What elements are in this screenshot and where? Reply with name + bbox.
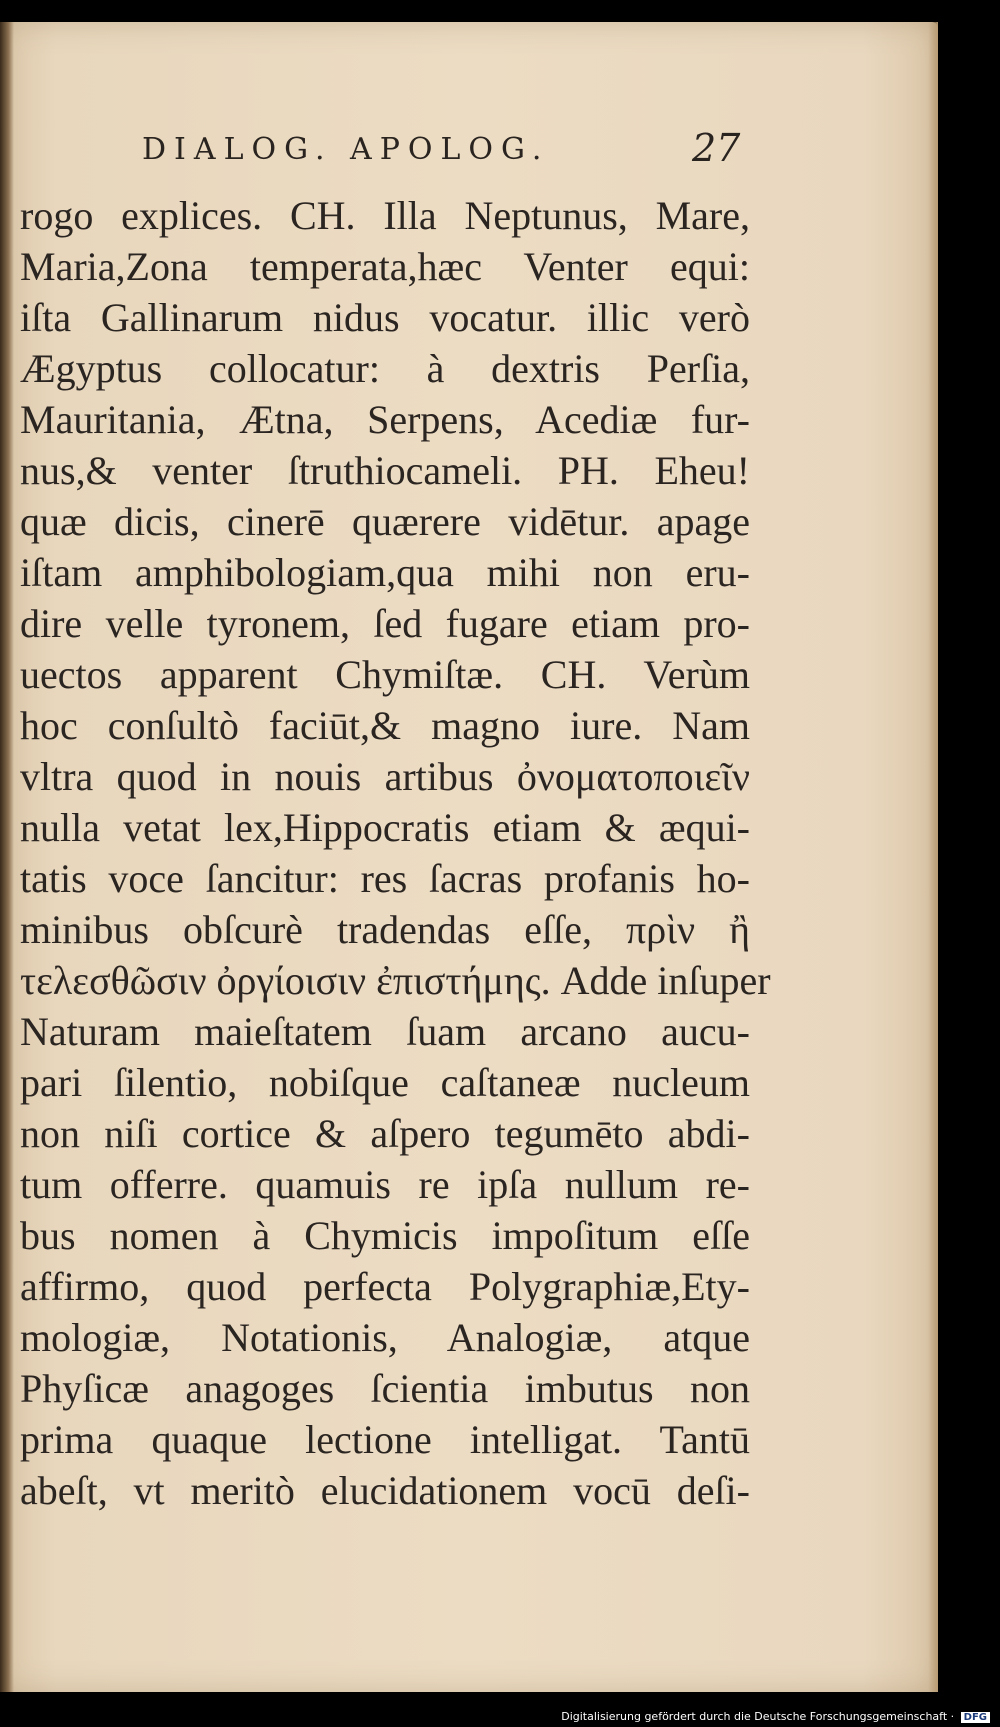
text-line: τελεσθῶσιν ὀργίοισιν ἐπιστήμης. Adde inſuper [20,958,771,1003]
text-line: quæ dicis, cinerē quærere vidētur. apage [20,499,750,544]
text-line: Naturam maieſtatem ſuam arcano aucu- [20,1009,750,1054]
text-line: vltra quod in nouis artibus ὀνοματοποιεῖν [20,754,750,799]
book-page [0,22,938,1692]
text-line: bus nomen à Chymicis impoſitum eſſe [20,1213,750,1258]
text-line: pari ſilentio, nobiſque caſtaneæ nucleum [20,1060,750,1105]
text-line: non niſi cortice & aſpero tegumēto abdi- [20,1111,750,1156]
running-head-title: DIALOG. APOLOG. [142,132,550,167]
page-binding-shadow [0,22,14,1692]
text-line: Phyſicæ anagoges ſcientia imbutus non [20,1366,750,1411]
text-line: dire velle tyronem, ſed fugare etiam pro- [20,601,750,646]
text-line: hoc conſultò faciūt,& magno iure. Nam [20,703,750,748]
dfg-logo: DFG [961,1712,990,1723]
running-head [0,114,938,184]
page-number: 27 [692,126,741,170]
text-line: mologiæ, Notationis, Analogiæ, atque [20,1315,750,1360]
text-line: iſtam amphibologiam,qua mihi non eru- [20,550,750,595]
text-line: nulla vetat lex,Hippocratis etiam & æqui- [20,805,750,850]
digitization-credit: Digitalisierung gefördert durch die Deutsche Forschungsgemeinschaft · DFG [561,1710,990,1723]
text-line: minibus obſcurè tradendas eſſe, πρὶν ἢ [20,907,750,952]
text-line: Mauritania, Ætna, Serpens, Acediæ fur- [20,397,750,442]
text-line: Ægyptus collocatur: à dextris Perſia, [20,346,750,391]
text-line: iſta Gallinarum nidus vocatur. illic verò [20,295,750,340]
text-line: nus,& venter ſtruthiocameli. PH. Eheu! [20,448,750,493]
text-line: Maria,Zona temperata,hæc Venter equi: [20,244,750,289]
text-line: prima quaque lectione intelligat. Tantū [20,1417,750,1462]
text-line: uectos apparent Chymiſtæ. CH. Verùm [20,652,750,697]
credit-text: Digitalisierung gefördert durch die Deutsche Forschungsgemeinschaft [561,1710,948,1723]
text-line: tatis voce ſancitur: res ſacras profanis ho- [20,856,750,901]
text-line: rogo explices. CH. Illa Neptunus, Mare, [20,193,750,238]
text-line: tum offerre. quamuis re ipſa nullum re- [20,1162,750,1207]
body-text [20,190,771,1516]
text-line: abeſt, vt meritò elucidationem vocū deſi- [20,1468,750,1513]
page-edge-shadow [928,22,938,1692]
text-line: affirmo, quod perfecta Polygraphiæ,Ety- [20,1264,750,1309]
